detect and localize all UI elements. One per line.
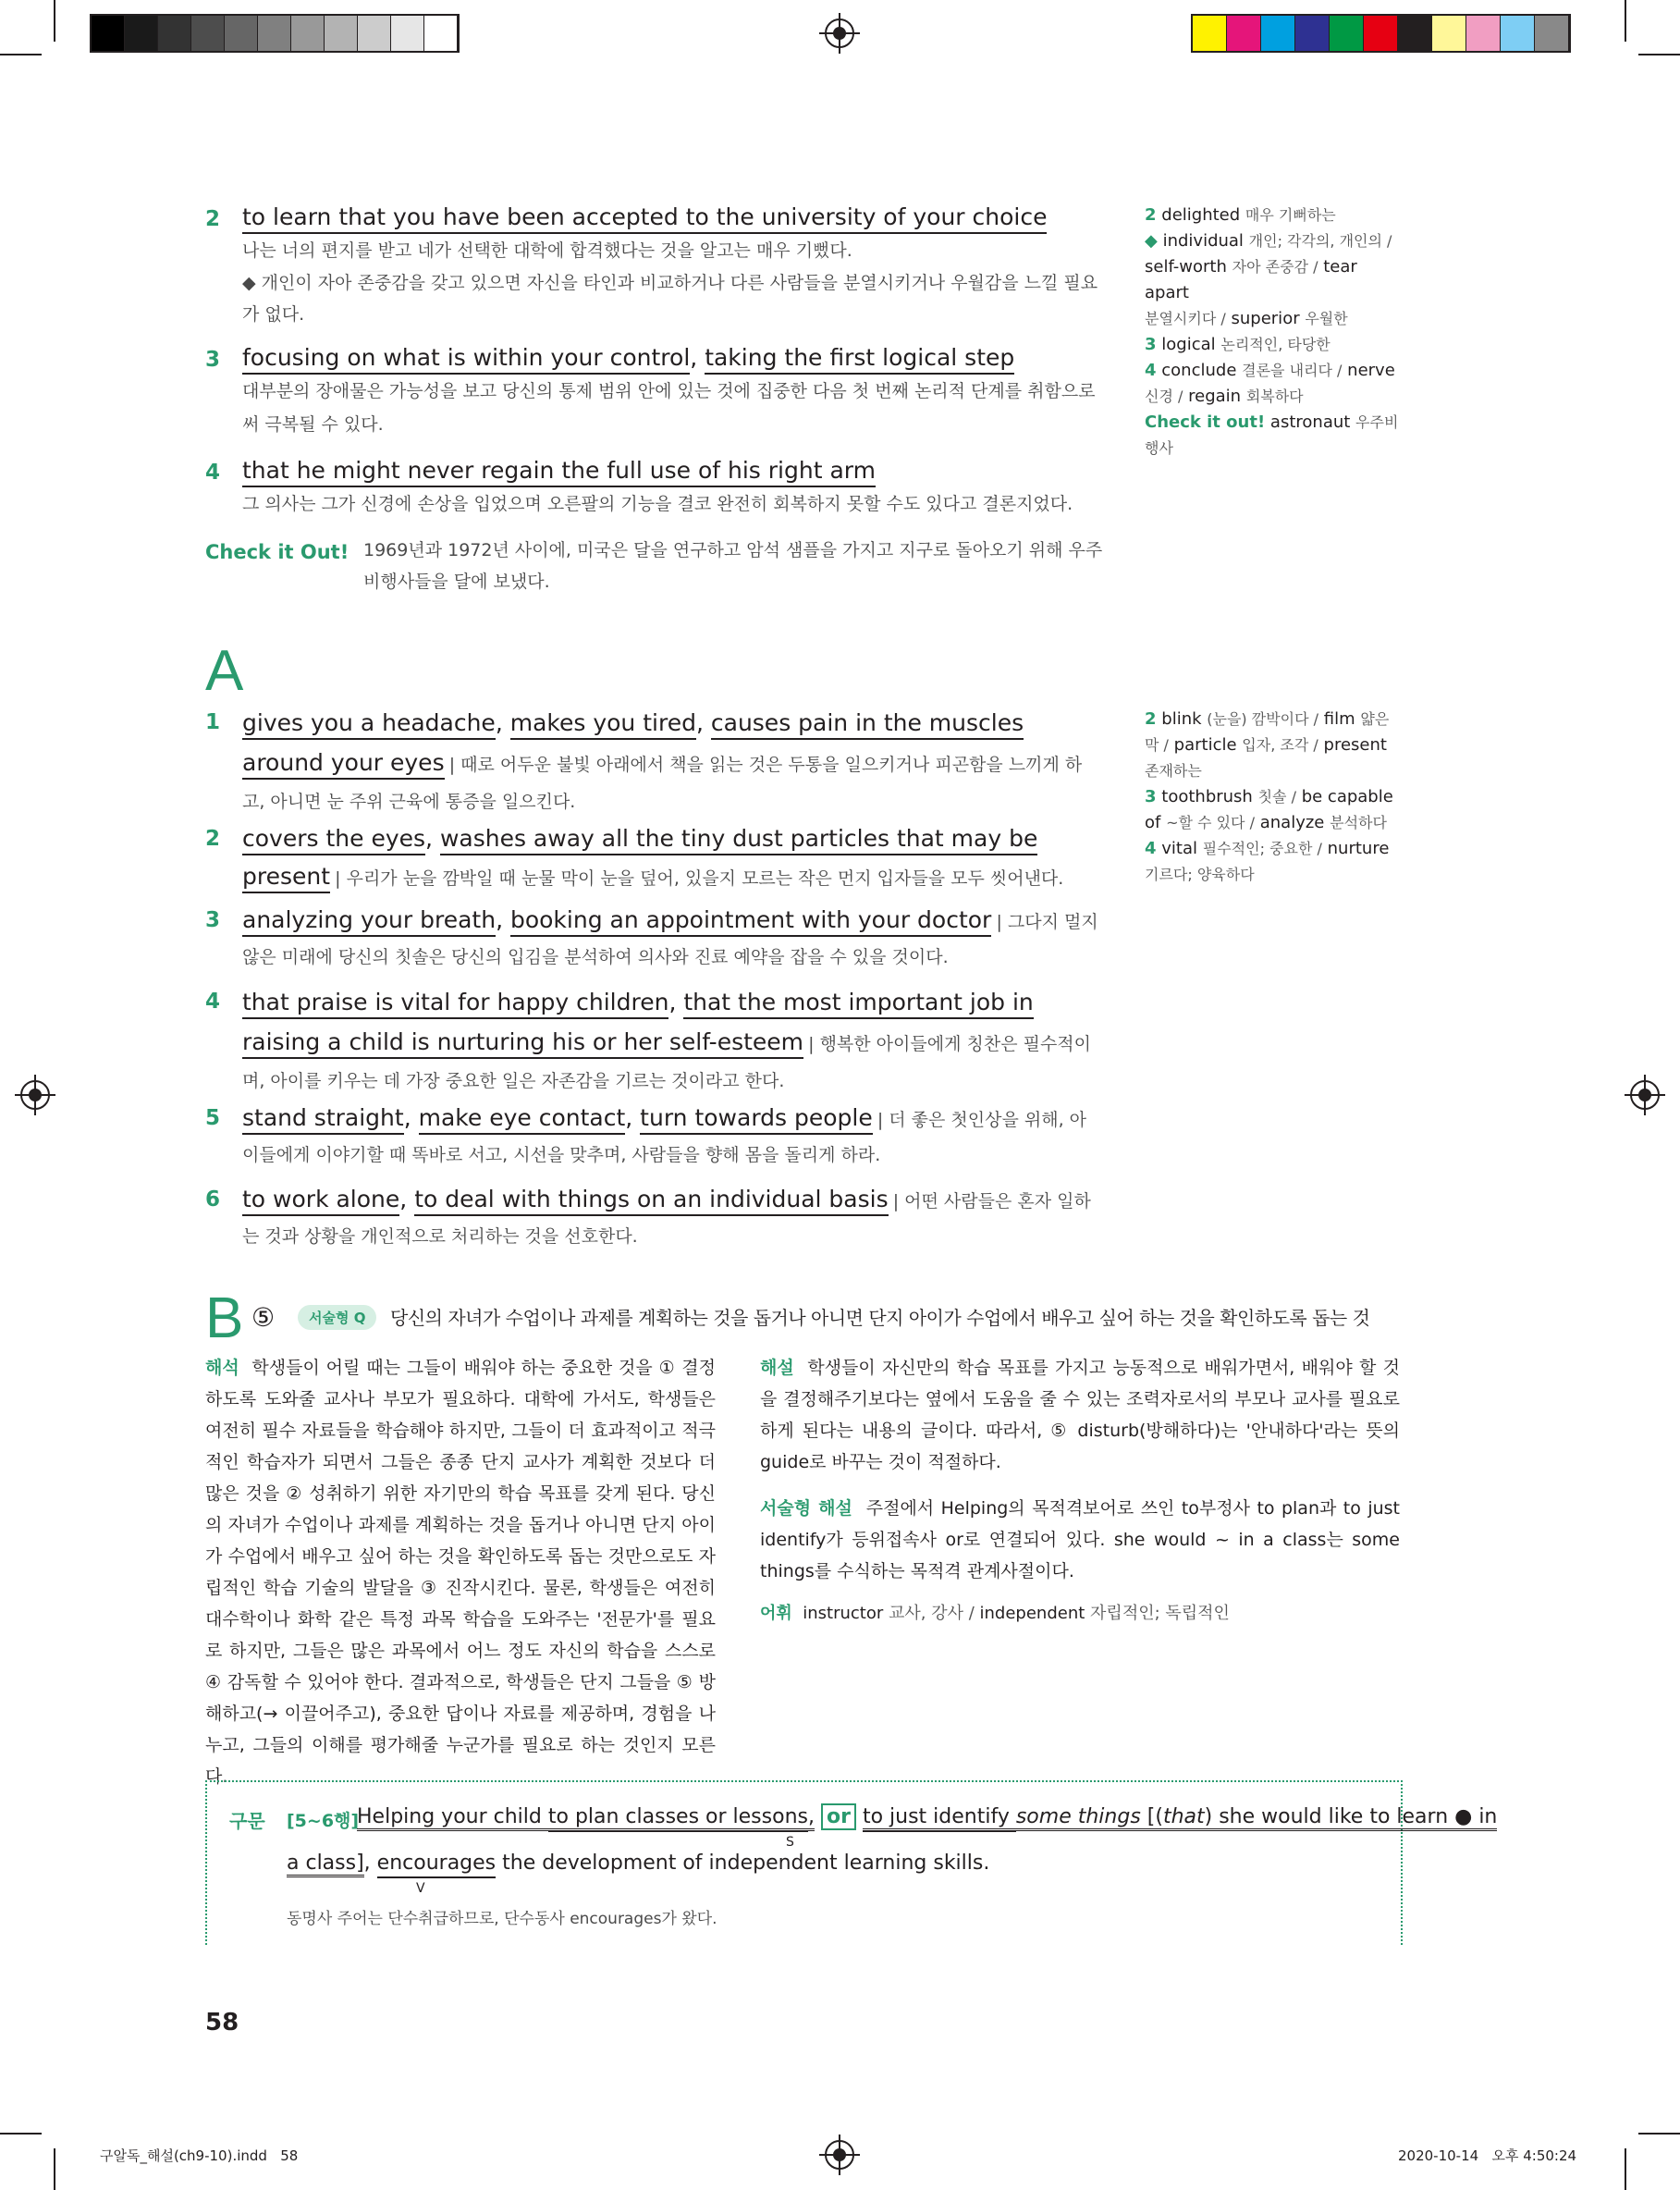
bullet-translation: ◆ 개인이 자아 존중감을 갖고 있으면 자신을 타인과 비교하거나 다른 사람들을 분열시키거나 우월감을 느낄 필요 가 없다. <box>242 273 1098 325</box>
color-swatch <box>1501 16 1535 51</box>
separator: , <box>690 344 705 371</box>
answer-english: booking an appointment with your doctor <box>510 906 991 937</box>
syntax-verb: encourages <box>377 1852 496 1878</box>
side-meaning: 신경 / <box>1145 388 1183 405</box>
registration-mark-icon <box>825 18 854 48</box>
side-num: 2 <box>1145 205 1157 225</box>
answer-english: that he might never regain the full use of his right arm <box>242 457 876 487</box>
explanation-label: 해설 <box>760 1358 794 1378</box>
side-word: individual <box>1162 231 1244 251</box>
side-word: toothbrush <box>1161 787 1253 806</box>
item-number: 5 <box>205 1106 221 1130</box>
korean-translation: 행복한 아이들에게 칭찬은 필수적이며, 아이를 키우는 데 가장 중요한 일은 자존감을 기르는 것이라고 한다. <box>242 1034 1092 1091</box>
explanation-text: 학생들이 자신만의 학습 목표를 가지고 능동적으로 배워가면서, 배워야 할 것을 결정해주기보다는 옆에서 도움을 줄 수 있는 조력자로서의 부모나 교사를 필요로 하게 된다는 내용의 글이다. 따라서, ⑤ disturb(방해하다)는 '안내하다'라는 뜻의 guide로 바꾸는 것이 적절하다. <box>760 1358 1400 1472</box>
grey-swatch <box>358 16 391 51</box>
essay-explanation-text: 주절에서 Helping의 목적격보어로 쓰인 to부정사 to plan과 to just identify가 등위접속사 or로 연결되어 있다. she would ~ in a class는 some things를 수식하는 목적격 관계사절이다. <box>760 1498 1401 1581</box>
grey-swatch <box>158 16 191 51</box>
side-meaning: 회복하다 <box>1245 388 1304 405</box>
vocab-meaning: 자립적인; 독립적인 <box>1090 1604 1230 1623</box>
side-meaning: (눈을) 깜박이다 / <box>1207 710 1319 728</box>
top-item-3 <box>242 344 1102 441</box>
item-number: 6 <box>205 1187 221 1212</box>
korean-translation: 우리가 눈을 깜박일 때 눈물 막이 눈을 덮어, 있을지 모르는 작은 먼지 입자들을 모두 씻어낸다. <box>346 868 1064 889</box>
side-meaning: 매우 기뻐하는 <box>1245 206 1336 224</box>
side-bullet: ◆ <box>1145 231 1158 251</box>
syntax-comma: , <box>363 1852 377 1875</box>
crop-mark <box>0 54 42 55</box>
translation-label: 해석 <box>205 1358 239 1378</box>
grey-swatch <box>325 16 358 51</box>
registration-mark-icon <box>825 2140 854 2170</box>
side-num: 4 <box>1145 839 1157 858</box>
translation-paragraph <box>205 1352 716 1792</box>
item-number: 1 <box>205 710 221 734</box>
grey-swatch <box>258 16 291 51</box>
answer-english: focusing on what is within your control <box>242 344 690 375</box>
side-check-label: Check it out! <box>1145 412 1266 432</box>
vocab-word: independent <box>979 1604 1085 1623</box>
side-meaning: 논리적인, 타당한 <box>1220 336 1331 353</box>
side-word: be capable of <box>1145 787 1393 832</box>
syntax-rest: the development of independent learning skills. <box>496 1852 990 1875</box>
color-swatch <box>1227 16 1261 51</box>
syntax-label: 구문 <box>229 1810 265 1832</box>
side-num: 3 <box>1145 335 1157 354</box>
answer-english: make eye contact <box>419 1104 626 1135</box>
color-swatch <box>1364 16 1398 51</box>
side-meaning: 입자, 조각 / <box>1242 736 1318 754</box>
vocab-meaning: 교사, 강사 / <box>889 1604 975 1623</box>
answer-english: stand straight <box>242 1104 404 1135</box>
item-number: 2 <box>205 827 221 851</box>
item-number: 3 <box>205 348 221 372</box>
side-word: astronaut <box>1269 412 1351 432</box>
grey-swatch <box>291 16 325 51</box>
korean-translation: 나는 너의 편지를 받고 네가 선택한 대학에 합격했다는 것을 알고는 매우 기뻤다. <box>242 240 852 261</box>
answer-english: covers the eyes <box>242 825 425 855</box>
answer-english: to learn that you have been accepted to the university of your choice <box>242 203 1047 234</box>
answer-english: taking the first logical step <box>705 344 1014 375</box>
side-meaning: 존재하는 <box>1145 762 1202 780</box>
vocab-sidebar-a <box>1145 707 1404 888</box>
korean-translation: 대부분의 장애물은 가능성을 보고 당신의 통제 범위 안에 있는 것에 집중한 다음 첫 번째 논리적 단계를 취함으로써 극복될 수 있다. <box>242 381 1096 435</box>
footer-date: 2020-10-14 오후 4:50:24 <box>1398 2147 1577 2164</box>
syntax-to-plan: to plan classes or lessons <box>548 1805 808 1832</box>
side-meaning: 자아 존중감 / <box>1232 258 1318 276</box>
top-item-4 <box>242 457 1102 521</box>
side-word: particle <box>1173 735 1237 755</box>
vocab-paragraph <box>760 1598 1400 1630</box>
answer-english: that praise is vital for happy children <box>242 989 668 1019</box>
grayscale-bar <box>90 14 460 53</box>
side-meaning: 우월한 <box>1305 310 1348 327</box>
footer-file: 구알독_해설(ch9-10).indd 58 <box>100 2147 299 2164</box>
side-meaning: 분열시키다 / <box>1145 310 1226 327</box>
section-a-item-3: analyzing your breath, booking an appointment with your doctor | 그다지 멀지 않은 미래에 당신의 칫솔은 당신의 입김을 분석하여 의사와 진료 예약을 잡을 수 있을 것이다. <box>242 906 1098 967</box>
syntax-sentence-line-1 <box>357 1803 1497 1831</box>
side-meaning: 필수적인; 중요한 / <box>1202 840 1322 857</box>
syntax-that: that <box>1162 1805 1205 1828</box>
top-item-2 <box>242 203 1102 330</box>
syntax-bracket: [( <box>1140 1805 1163 1828</box>
section-b-letter: B <box>205 1286 244 1350</box>
color-swatch <box>1466 16 1501 51</box>
answer-english: makes you tired <box>510 709 696 740</box>
vocab-sidebar-top <box>1145 203 1404 461</box>
color-bar <box>1191 14 1571 53</box>
korean-translation: 더 좋은 첫인상을 위해, 아이들에게 이야기할 때 똑바로 서고, 시선을 맞추며, 사람들을 향해 몸을 돌리게 하라. <box>242 1110 1087 1165</box>
side-meaning: 우주비행사 <box>1145 413 1399 457</box>
side-meaning: 개인; 각각의, 개인의 / <box>1248 232 1392 250</box>
color-swatch <box>1261 16 1295 51</box>
korean-translation: 때로 어두운 불빛 아래에서 책을 읽는 것은 두통을 일으키거나 피곤함을 느끼게 하고, 아니면 눈 주위 근육에 통증을 일으킨다. <box>242 755 1083 812</box>
item-number: 4 <box>205 990 221 1014</box>
side-meaning: 분석하다 <box>1330 814 1387 831</box>
side-meaning: 얇은 막 / <box>1145 710 1390 754</box>
syntax-lines: [5~6행] <box>287 1811 360 1831</box>
side-word: nerve <box>1347 361 1395 380</box>
syntax-note: 동명사 주어는 단수취급하므로, 단수동사 encourages가 왔다. <box>287 1910 717 1928</box>
side-word: nurture <box>1327 839 1390 858</box>
syntax-comma: , <box>807 1805 815 1828</box>
syntax-conjunction-or: or <box>821 1803 856 1830</box>
section-a-item-2: covers the eyes, washes away all the tiny dust particles that may be present | 우리가 눈을 깜박일 때 눈물 막이 눈을 덮어, 있을지 모르는 작은 먼지 입자들을 모두 씻어낸다. <box>242 821 1102 897</box>
crop-mark <box>1625 0 1626 42</box>
korean-translation: 어떤 사람들은 혼자 일하는 것과 상황을 개인적으로 처리하는 것을 선호한다. <box>242 1191 1091 1247</box>
vocab-word: instructor <box>803 1604 884 1623</box>
translation-text: 학생들이 어릴 때는 그들이 배워야 하는 중요한 것을 ① 결정하도록 도와줄 교사나 부모가 필요하다. 대학에 가서도, 학생들은 여전히 필수 자료들을 학습해야 하지만, 그들이 더 효과적이고 적극적인 학습자가 되면서 그들은 종종 단지 교사가 계획한 것보다 더 많은 것을 ② 성취하기 위한 자기만의 학습 목표를 갖게 된다. 당신의 자녀가 수업이나 과제를 계획하는 것을 돕거나 아니면 단지 아이가 수업에서 배우고 싶어 하는 것을 확인하도록 돕는 것만으로도 자립적인 학습 기술의 발달을 ③ 진작시킨다. 물론, 학생들은 여전히 대수학이나 화학 같은 특정 과목 학습을 도와주는 '전문가'를 필요로 하지만, 그들은 많은 과목에서 어느 정도 자신의 학습을 스스로 ④ 감독할 수 있어야 한다. 결과적으로, 학생들은 단지 그들을 ⑤ 방해하고(→ 이끌어주고), 중요한 답이나 자료를 제공하며, 경험을 나누고, 그들의 이해를 평가해줄 누군가를 필요로 하는 것인지 모른다. <box>205 1358 716 1787</box>
answer-english: washes away all the tiny dust particles that may be present <box>242 825 1037 893</box>
item-number: 2 <box>205 207 221 231</box>
side-word: analyze <box>1259 813 1325 832</box>
registration-mark-icon <box>1630 1080 1660 1110</box>
crop-mark <box>1625 2148 1626 2190</box>
side-word: tear apart <box>1145 257 1357 302</box>
color-swatch <box>1535 16 1569 51</box>
side-meaning: 칫솔 / <box>1257 788 1296 806</box>
color-swatch <box>1398 16 1432 51</box>
essay-answer: 당신의 자녀가 수업이나 과제를 계획하는 것을 돕거나 아니면 단지 아이가 수업에서 배우고 싶어 하는 것을 확인하도록 돕는 것 <box>390 1307 1370 1329</box>
syntax-a-class: a class] <box>287 1852 364 1877</box>
syntax-subject-underline <box>548 1805 815 1831</box>
syntax-s-mark: S <box>786 1835 794 1850</box>
side-word: superior <box>1231 309 1300 328</box>
check-it-out-text: 1969년과 1972년 사이에, 미국은 달을 연구하고 암석 샘플을 가지고 지구로 돌아오기 위해 우주비행사들을 달에 보냈다. <box>363 540 1103 592</box>
answer-english: causes pain in the muscles around your eyes <box>242 709 1024 780</box>
answer-english: that the most important job in raising a child is nurturing his or her self-esteem <box>242 989 1034 1059</box>
section-a-item-6: to work alone, to deal with things on an individual basis | 어떤 사람들은 혼자 일하는 것과 상황을 개인적으로 처리하는 것을 선호한다. <box>242 1186 1091 1247</box>
page-number: 58 <box>205 2009 239 2036</box>
section-a-item-5: stand straight, make eye contact, turn towards people | 더 좋은 첫인상을 위해, 아이들에게 이야기할 때 똑바로 서고, 시선을 맞추며, 사람들을 향해 몸을 돌리게 하라. <box>242 1104 1087 1165</box>
grey-swatch <box>391 16 424 51</box>
side-meaning: 기르다; 양육하다 <box>1145 866 1255 883</box>
answer-english: analyzing your breath <box>242 906 496 937</box>
side-num: 2 <box>1145 709 1157 729</box>
side-word: regain <box>1188 387 1242 406</box>
answer-english: to deal with things on an individual basis <box>414 1186 888 1216</box>
side-word: blink <box>1161 709 1202 729</box>
side-word: vital <box>1161 839 1198 858</box>
side-word: delighted <box>1161 205 1241 225</box>
side-word: present <box>1323 735 1387 755</box>
korean-translation: 그다지 멀지 않은 미래에 당신의 칫솔은 당신의 입김을 분석하여 의사와 진료 예약을 잡을 수 있을 것이다. <box>242 912 1098 967</box>
crop-mark <box>54 2148 55 2190</box>
syntax-relative-clause: ) she would like to learn ● in <box>1204 1805 1498 1828</box>
section-a-item-4: that praise is vital for happy children, that the most important job in raising a child is nurturing his or her self-esteem | 행복한 아이들에게 칭찬은 필수적이며, 아이를 키우는 데 가장 중요한 일은 자존감을 기르는 것이라고 한다. <box>242 989 1092 1091</box>
color-swatch <box>1432 16 1466 51</box>
grey-swatch <box>424 16 458 51</box>
item-number: 4 <box>205 461 221 485</box>
registration-mark-icon <box>20 1080 50 1110</box>
crop-mark <box>0 2133 42 2135</box>
section-a-letter: A <box>205 639 244 703</box>
answer-number: ⑤ <box>251 1302 276 1333</box>
crop-mark <box>1638 2133 1680 2135</box>
grey-swatch <box>92 16 125 51</box>
item-number: 3 <box>205 908 221 932</box>
side-word: film <box>1323 709 1355 729</box>
side-meaning: 결론을 내리다 / <box>1242 362 1343 379</box>
side-num: 4 <box>1145 361 1157 380</box>
color-swatch <box>1193 16 1227 51</box>
side-word: logical <box>1161 335 1216 354</box>
crop-mark <box>54 0 55 42</box>
answer-english: turn towards people <box>640 1104 873 1135</box>
essay-explanation-label: 서술형 해설 <box>760 1498 852 1519</box>
section-a-item-1: gives you a headache, makes you tired, causes pain in the muscles around your eyes | 때로 어두운 불빛 아래에서 책을 읽는 것은 두통을 일으키거나 피곤함을 느끼게 하고, 아니면 눈 주위 근육에 통증을 일으킨다. <box>242 709 1083 812</box>
syntax-v-mark: V <box>416 1881 425 1896</box>
syntax-some-things: some things <box>1015 1805 1141 1828</box>
grey-swatch <box>125 16 158 51</box>
side-meaning: ~할 수 있다 / <box>1166 814 1255 831</box>
syntax-to-identify: to just identify <box>863 1805 1016 1832</box>
essay-badge: 서술형 Q <box>298 1305 376 1330</box>
korean-translation: 그 의사는 그가 신경에 손상을 입었으며 오른팔의 기능을 결코 완전히 회복하지 못할 수도 있다고 결론지었다. <box>242 494 1073 514</box>
side-word: conclude <box>1161 361 1237 380</box>
crop-mark <box>1638 54 1680 55</box>
side-word: self-worth <box>1145 257 1227 277</box>
answer-english: to work alone <box>242 1186 399 1216</box>
syntax-sentence-line-2 <box>287 1850 989 1877</box>
vocab-label: 어휘 <box>760 1604 792 1623</box>
answer-english: gives you a headache <box>242 709 496 740</box>
grey-swatch <box>225 16 258 51</box>
grey-swatch <box>191 16 225 51</box>
color-swatch <box>1295 16 1330 51</box>
check-it-out-label: Check it Out! <box>205 541 349 563</box>
syntax-subject: Helping your child <box>357 1805 548 1831</box>
side-num: 3 <box>1145 787 1157 806</box>
essay-explanation-paragraph <box>760 1493 1400 1587</box>
color-swatch <box>1330 16 1364 51</box>
explanation-paragraph <box>760 1352 1400 1478</box>
